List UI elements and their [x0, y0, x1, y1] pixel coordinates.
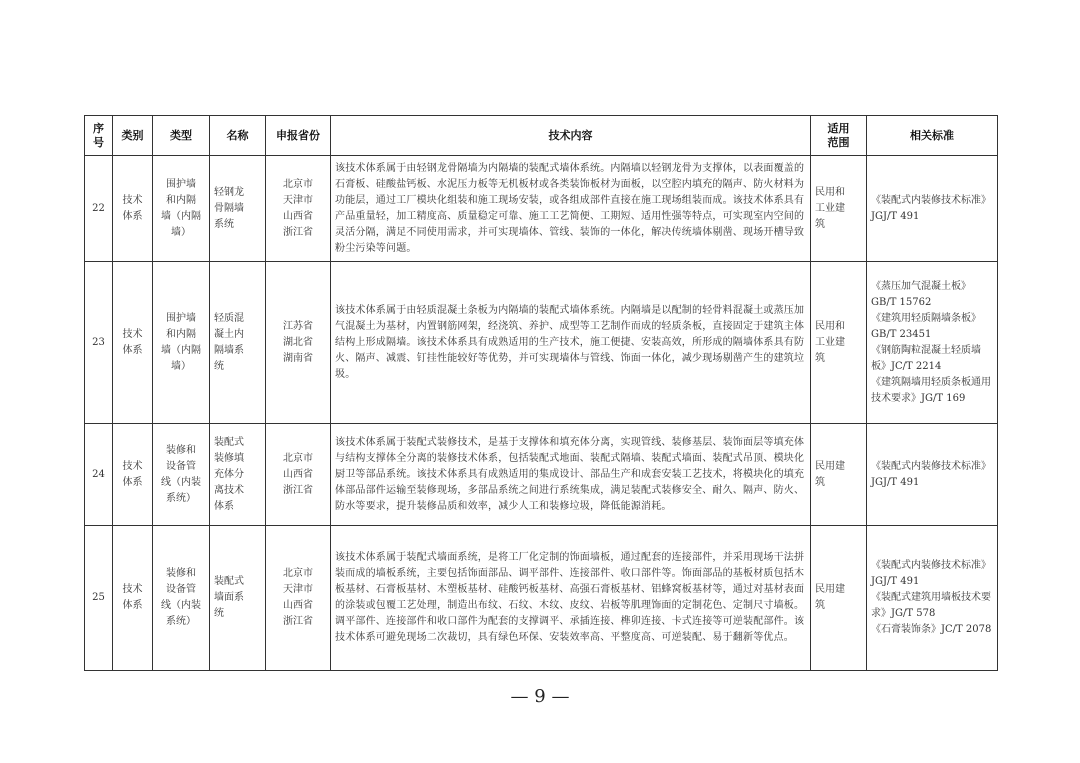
- cell-tech: 该技术体系属于由轻钢龙骨隔墙为内隔墙的装配式墙体系统。内隔墙以轻钢龙骨为支撑体，以表面覆盖的石膏板、硅酸盐钙板、水泥压力板等无机板材或各类装饰板材为面板，以空腔内填充的隔声、防火材料为功能层，通过工厂模块化组装和施工现场安装，或各组成部件直接在施工现场组装而成。该技术体系具有产品重量轻，加工精度高、质量稳定可靠、施工工艺简便、工期短、适用性强等特点，可实现室内空间的灵活分隔，满足不同使用需求，并可实现墙体、管线、装饰的一体化，解决传统墙体剔凿、现场开槽导致粉尘污染等问题。: [331, 156, 811, 262]
- cell-scope: 民用建 筑: [811, 526, 867, 671]
- cell-scope: 民用建 筑: [811, 424, 867, 526]
- header-type: 类型: [153, 116, 210, 156]
- cell-seq: 23: [85, 262, 113, 424]
- cell-scope: 民用和 工业建 筑: [811, 156, 867, 262]
- cell-standards: 《装配式内装修技术标准》JGJ/T 491: [867, 156, 998, 262]
- cell-seq: 22: [85, 156, 113, 262]
- cell-type: 围护墙 和内隔 墙（内隔 墙）: [153, 156, 210, 262]
- table-header-row: [85, 116, 998, 156]
- header-seq: 序 号: [85, 116, 113, 156]
- header-name: 名称: [210, 116, 266, 156]
- page-number: — 9 —: [510, 686, 570, 707]
- cell-name: 装配式 墙面系 统: [210, 526, 266, 671]
- header-tech: 技术内容: [331, 116, 811, 156]
- cell-category: 技术 体系: [113, 262, 153, 424]
- cell-provinces: 北京市 天津市 山西省 浙江省: [266, 526, 331, 671]
- header-category: 类别: [113, 116, 153, 156]
- header-provinces: 申报省份: [266, 116, 331, 156]
- cell-standards: 《装配式内装修技术标准》JGJ/T 491: [867, 424, 998, 526]
- cell-seq: 25: [85, 526, 113, 671]
- cell-provinces: 江苏省 湖北省 湖南省: [266, 262, 331, 424]
- cell-standards: 《蒸压加气混凝土板》GB/T 15762 《建筑用轻质隔墙条板》GB/T 23451 《钢筋陶粒混凝土轻质墙板》JC/T 2214 《建筑隔墙用轻质条板通用技术要求》JG/T 169: [867, 262, 998, 424]
- cell-standards: 《装配式内装修技术标准》JGJ/T 491 《装配式建筑用墙板技术要求》JG/T 578 《石膏装饰条》JC/T 2078: [867, 526, 998, 671]
- cell-tech: 该技术体系属于由轻质混凝土条板为内隔墙的装配式墙体系统。内隔墙是以配制的轻骨料混凝土或蒸压加气混凝土为基材，内置钢筋网架，经浇筑、养护、成型等工艺制作而成的轻质条板，直接固定于建筑主体结构上形成隔墙。该技术体系具有成熟适用的生产技术，施工便捷、安装高效，所形成的隔墙体系具有防火、隔声、减震、钉挂性能较好等优势，并可实现墙体与管线、饰面一体化，减少现场剔凿产生的建筑垃圾。: [331, 262, 811, 424]
- cell-name: 轻质混 凝土内 隔墙系 统: [210, 262, 266, 424]
- cell-type: 装修和 设备管 线（内装 系统）: [153, 526, 210, 671]
- table-row: [85, 526, 998, 671]
- cell-provinces: 北京市 山西省 浙江省: [266, 424, 331, 526]
- cell-seq: 24: [85, 424, 113, 526]
- header-scope: 适用 范围: [811, 116, 867, 156]
- cell-type: 装修和 设备管 线（内装 系统）: [153, 424, 210, 526]
- table-row: [85, 156, 998, 262]
- header-standards: 相关标准: [867, 116, 998, 156]
- cell-category: 技术 体系: [113, 156, 153, 262]
- cell-type: 围护墙 和内隔 墙（内隔 墙）: [153, 262, 210, 424]
- technology-table: [84, 115, 998, 671]
- cell-name: 轻钢龙 骨隔墙 系统: [210, 156, 266, 262]
- table-row: [85, 424, 998, 526]
- cell-provinces: 北京市 天津市 山西省 浙江省: [266, 156, 331, 262]
- cell-category: 技术 体系: [113, 424, 153, 526]
- cell-category: 技术 体系: [113, 526, 153, 671]
- cell-tech: 该技术体系属于装配式装修技术，是基于支撑体和填充体分离，实现管线、装修基层、装饰面层等填充体与结构支撑体全分离的装修技术体系，包括装配式地面、装配式隔墙、装配式墙面、装配式吊顶、模块化厨卫等部品系统。该技术体系具有成熟适用的集成设计、部品生产和成套安装工艺技术，将模块化的填充体部品部件运输至装修现场，多部品系统之间进行系统集成，满足装配式装修安全、耐久、隔声、防火、防水等要求，提升装修品质和效率，减少人工和装修垃圾，降低能源消耗。: [331, 424, 811, 526]
- cell-name: 装配式 装修填 充体分 离技术 体系: [210, 424, 266, 526]
- table-row: [85, 262, 998, 424]
- cell-scope: 民用和 工业建 筑: [811, 262, 867, 424]
- cell-tech: 该技术体系属于装配式墙面系统，是将工厂化定制的饰面墙板，通过配套的连接部件，并采用现场干法拼装而成的墙板系统，主要包括饰面部品、调平部件、连接部件、收口部件等。饰面部品的基板材质包括木板基材、石膏板基材、木塑板基材、硅酸钙板基材、高强石膏板基材、铝蜂窝板基材等，通过对基材表面的涂装或包覆工艺处理，制造出布纹、石纹、木纹、皮纹、岩板等肌理饰面的定制花色、定制尺寸墙板。调平部件、连接部件和收口部件为配套的支撑调平、承插连接、榫卯连接、卡式连接等可逆装配部件。该技术体系可避免现场二次裁切，具有绿色环保、安装效率高、平整度高、可逆装配、易于翻新等优点。: [331, 526, 811, 671]
